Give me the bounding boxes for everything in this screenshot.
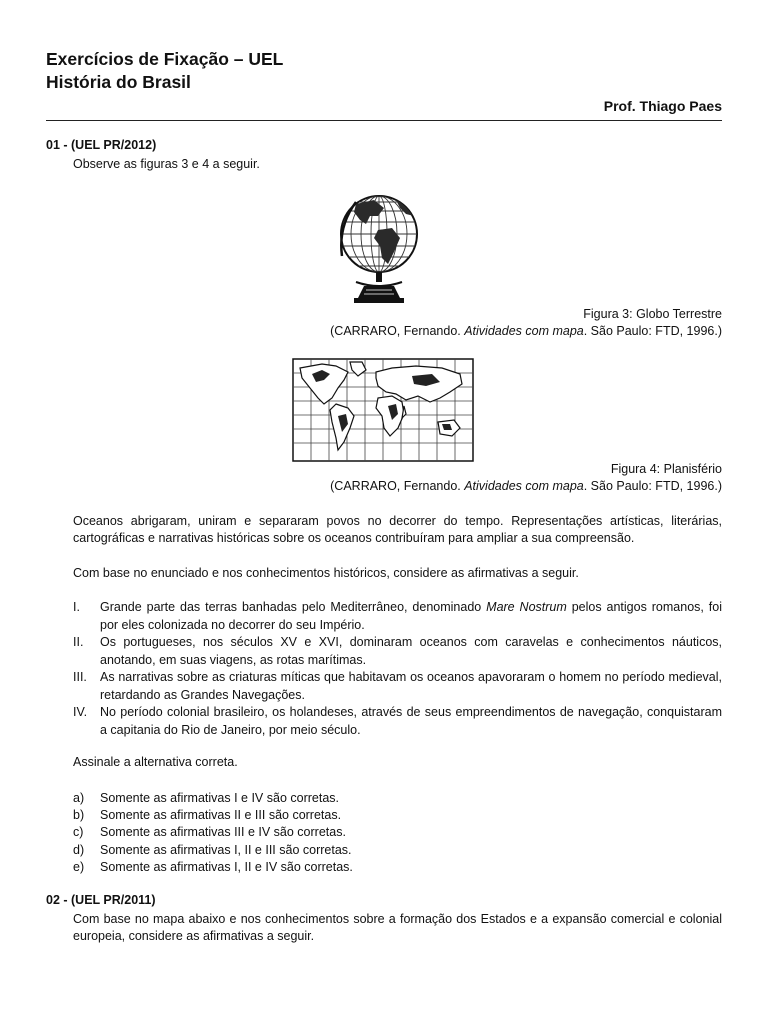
figure-3-caption: Figura 3: Globo Terrestre — [583, 307, 722, 321]
statement-marker: III. — [73, 670, 87, 684]
author-name: Prof. Thiago Paes — [603, 98, 722, 114]
statement-emphasis: Mare Nostrum — [486, 600, 567, 614]
question-1-paragraph-2: Com base no enunciado e nos conhecimentos históricos, considere as afirmativas a seguir. — [73, 566, 579, 580]
question-2-intro: Com base no mapa abaixo e nos conhecimentos sobre a formação dos Estados e a expansão comercial e colonial europeia, considere as afirmativas a seguir. — [73, 912, 722, 943]
world-map-icon — [292, 358, 474, 462]
statement-marker: I. — [73, 600, 80, 614]
statement-item: III. As narrativas sobre as criaturas míticas que habitavam os oceanos apavoraram o homem no período medieval, retardando as Grandes Navegações. — [73, 670, 722, 702]
alternative-option[interactable]: d) Somente as afirmativas I, II e III são corretas. — [73, 842, 722, 859]
alternative-marker: e) — [73, 859, 85, 874]
figure-4-credit: (CARRARO, Fernando. Atividades com mapa. São Paulo: FTD, 1996.) — [330, 479, 722, 493]
statement-item: I. Grande parte das terras banhadas pelo Mediterrâneo, denominado Mare Nostrum pelos antigos romanos, foi por eles colonizada no decorrer do seu Império. — [73, 600, 722, 632]
statements-list — [73, 599, 722, 739]
figure-3-caption-block — [330, 306, 722, 340]
alternative-marker: d) — [73, 842, 85, 857]
globe-icon — [334, 186, 424, 306]
alternative-option[interactable]: e) Somente as afirmativas I, II e IV são corretas. — [73, 859, 722, 876]
document-title — [46, 48, 283, 94]
header-divider — [46, 120, 722, 121]
alternatives-list — [73, 790, 722, 876]
figure-4-caption-block — [330, 461, 722, 495]
question-1-label: 01 - (UEL PR/2012) — [46, 138, 157, 152]
figure-3-credit-title: Atividades com mapa — [464, 324, 584, 338]
question-2-label: 02 - (UEL PR/2011) — [46, 893, 156, 907]
figure-4-credit-title: Atividades com mapa — [464, 479, 584, 493]
question-1-instruction: Assinale a alternativa correta. — [73, 755, 238, 769]
question-1-intro: Observe as figuras 3 e 4 a seguir. — [73, 157, 260, 171]
alternative-option[interactable]: b) Somente as afirmativas II e III são corretas. — [73, 807, 722, 824]
title-line-1: Exercícios de Fixação – UEL — [46, 49, 284, 69]
figure-4-caption: Figura 4: Planisfério — [610, 462, 722, 476]
statement-marker: IV. — [73, 705, 88, 719]
figure-3-credit: (CARRARO, Fernando. Atividades com mapa. São Paulo: FTD, 1996.) — [330, 324, 722, 338]
title-line-2: História do Brasil — [46, 72, 191, 92]
alternative-option[interactable]: a) Somente as afirmativas I e IV são corretas. — [73, 790, 722, 807]
statement-marker: II. — [73, 635, 84, 649]
statement-item: IV. No período colonial brasileiro, os holandeses, através de seus empreendimentos de navegação, conquistaram a capitania do Rio de Janeiro, por meio século. — [73, 705, 722, 737]
alternative-marker: a) — [73, 791, 85, 805]
statement-item: II. Os portugueses, nos séculos XV e XVI, dominaram oceanos com caravelas e conhecimentos náuticos, anotando, em suas viagens, as rotas marítimas. — [73, 635, 722, 667]
question-1-paragraph-1: Oceanos abrigaram, uniram e separaram povos no decorrer do tempo. Representações artísticas, literárias, cartográficas e narrativas históricas sobre os oceanos contribuíram para ampliar a sua compreensão. — [73, 514, 722, 545]
alternative-marker: b) — [73, 808, 85, 823]
alternative-option[interactable]: c) Somente as afirmativas III e IV são corretas. — [73, 824, 722, 841]
alternative-marker: c) — [73, 825, 84, 840]
